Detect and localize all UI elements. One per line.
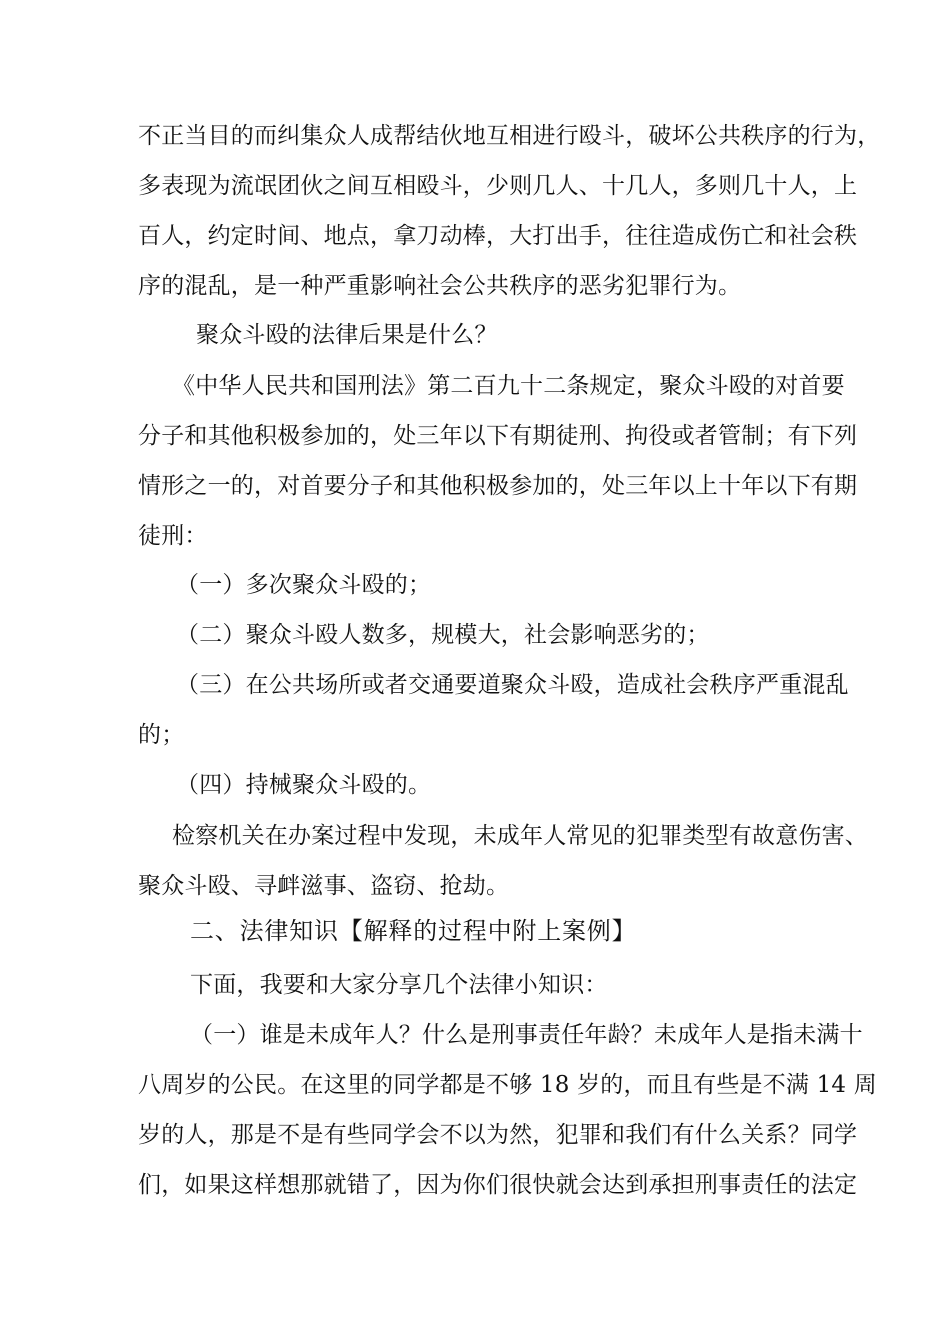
minor-definition-line-2: 八周岁的公民。在这里的同学都是不够 18 岁的，而且有些是不满 14 周 <box>138 1072 877 1098</box>
list-item-2: （二）聚众斗殴人数多，规模大，社会影响恶劣的； <box>176 622 710 648</box>
intro-line: 下面，我要和大家分享几个法律小知识： <box>190 972 608 998</box>
criminal-law-line-2: 分子和其他积极参加的，处三年以下有期徒刑、拘役或者管制；有下列 <box>138 423 858 449</box>
list-item-1: （一）多次聚众斗殴的； <box>176 572 432 598</box>
minor-definition-line-3: 岁的人，那是不是有些同学会不以为然，犯罪和我们有什么关系？同学 <box>138 1122 858 1148</box>
list-item-4: （四）持械聚众斗殴的。 <box>176 772 432 798</box>
question-heading: 聚众斗殴的法律后果是什么？ <box>196 322 498 348</box>
list-item-3: （三）在公共场所或者交通要道聚众斗殴，造成社会秩序严重混乱 <box>176 672 849 698</box>
minor-definition-line-4: 们，如果这样想那就错了，因为你们很快就会达到承担刑事责任的法定 <box>138 1172 858 1198</box>
paragraph-line-1: 不正当目的而纠集众人成帮结伙地互相进行殴斗，破坏公共秩序的行为， <box>138 123 881 149</box>
criminal-law-line-4: 徒刑： <box>138 523 208 549</box>
minor-definition-line-1: （一）谁是未成年人？什么是刑事责任年龄？未成年人是指未满十 <box>190 1022 863 1048</box>
list-item-3-continuation: 的； <box>138 722 185 748</box>
criminal-law-line-1: 《中华人民共和国刑法》第二百九十二条规定，聚众斗殴的对首要 <box>172 373 845 399</box>
criminal-law-line-3: 情形之一的，对首要分子和其他积极参加的，处三年以上十年以下有期 <box>138 473 858 499</box>
procuratorate-line-2: 聚众斗殴、寻衅滋事、盗窃、抢劫。 <box>138 873 510 899</box>
procuratorate-line-1: 检察机关在办案过程中发现，未成年人常见的犯罪类型有故意伤害、 <box>172 823 868 849</box>
paragraph-line-2: 多表现为流氓团伙之间互相殴斗，少则几人、十几人，多则几十人，上 <box>138 173 858 199</box>
paragraph-line-4: 序的混乱，是一种严重影响社会公共秩序的恶劣犯罪行为。 <box>138 273 742 299</box>
section-heading: 二、法律知识【解释的过程中附上案例】 <box>190 917 637 945</box>
paragraph-line-3: 百人，约定时间、地点，拿刀动棒，大打出手，往往造成伤亡和社会秩 <box>138 223 858 249</box>
